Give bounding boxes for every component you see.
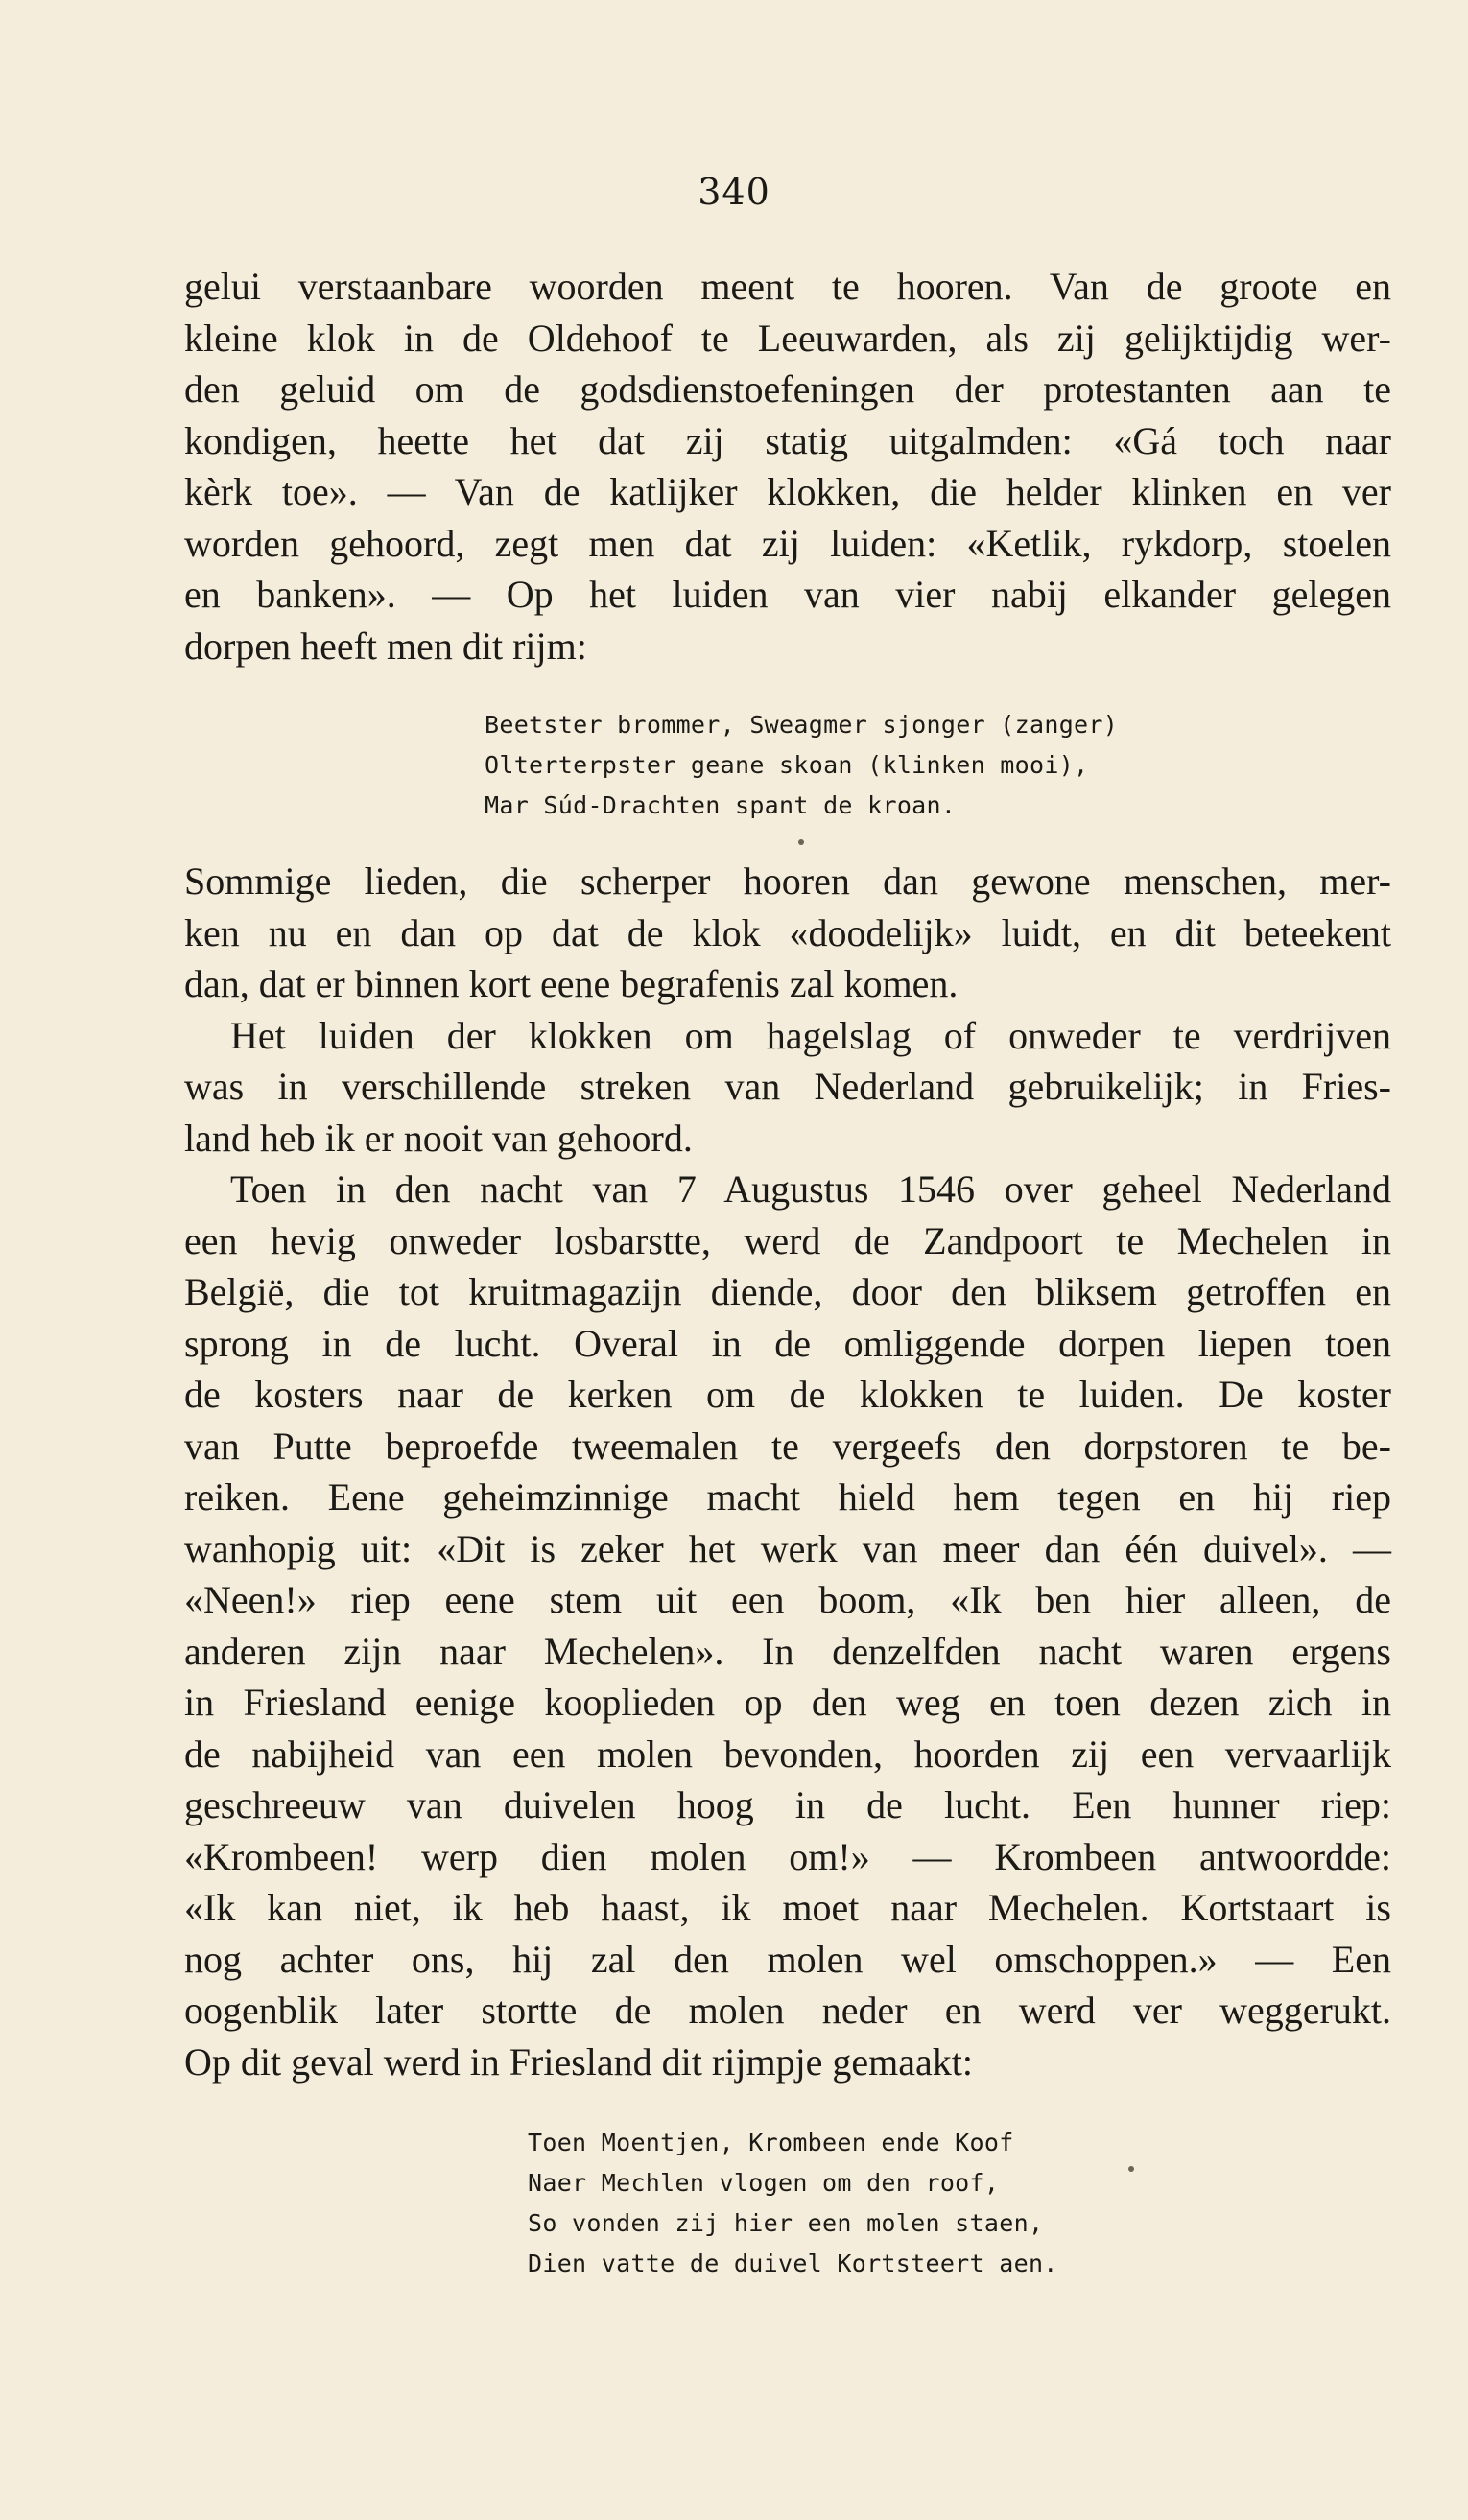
verse-line: Dien vatte de duivel Kortsteert aen. (528, 2249, 1058, 2277)
text-line: anderen zijn naar Mechelen». In denzelfden nacht waren ergens (184, 1629, 1391, 1673)
text-line: Toen in den nacht van 7 Augustus 1546 over geheel Nederland (230, 1167, 1391, 1211)
verse-drachten (485, 705, 1118, 826)
text-line: dan, dat er binnen kort eene begrafenis zal komen. (184, 962, 959, 1005)
verse-line: Olterterpster geane skoan (klinken mooi), (485, 751, 1089, 779)
text-line: kondigen, heette het dat zij statig uitgalmden: «Gá toch naar (184, 418, 1391, 462)
text-line: de kosters naar de kerken om de klokken te luiden. De koster (184, 1373, 1391, 1416)
paragraph-bells-thunder (184, 856, 1391, 2087)
text-line: reiken. Eene geheimzinnige macht hield hem tegen en hij riep (184, 1475, 1391, 1519)
text-line: Het luiden der klokken om hagelslag of onweder te verdrijven (230, 1013, 1391, 1057)
text-line: gelui verstaanbare woorden meent te hooren. Van de groote en (184, 265, 1391, 308)
text-line: België, die tot kruitmagazijn diende, door den bliksem getroffen en (184, 1270, 1391, 1313)
text-line: worden gehoord, zegt men dat zij luiden: «Ketlik, rykdorp, stoelen (184, 521, 1391, 565)
text-line: in Friesland eenige kooplieden op den weg en toen dezen zich in (184, 1681, 1391, 1724)
text-line: «Ik kan niet, ik heb haast, ik moet naar Mechelen. Kortstaart is (184, 1886, 1391, 1929)
verse-line: Naer Mechlen vlogen om den roof, (528, 2169, 1000, 2197)
page-number: 340 (698, 171, 770, 213)
verse-krombeen (528, 2123, 1058, 2284)
paragraph-bells-leeuwarden (184, 261, 1391, 671)
text-line: den geluid om de godsdienstoefeningen der protestanten aan te (184, 367, 1391, 411)
text-line: ken nu en dan op dat de klok «doodelijk» luidt, en dit beteekent (184, 910, 1391, 954)
text-line: nog achter ons, hij zal den molen wel omschoppen.» — Een (184, 1937, 1391, 1981)
text-line: de nabijheid van een molen bevonden, hoorden zij een vervaarlijk (184, 1731, 1391, 1776)
text-line: dorpen heeft men dit rijm: (184, 624, 587, 668)
text-line: wanhopig uit: «Dit is zeker het werk van meer dan één duivel». — (184, 1526, 1391, 1570)
text-line: was in verschillende streken van Nederland gebruikelijk; in Fries- (184, 1065, 1391, 1108)
text-line: sprong in de lucht. Overal in de omliggende dorpen liepen toen (184, 1321, 1391, 1365)
verse-line: Beetster brommer, Sweagmer sjonger (zanger) (485, 711, 1119, 739)
text-line: Op dit geval werd in Friesland dit rijmpje gemaakt: (184, 2039, 974, 2084)
print-speck (1128, 2166, 1134, 2172)
text-line: oogenblik later stortte de molen neder en werd ver weggerukt. (184, 1989, 1391, 2032)
text-line: een hevig onweder losbarstte, werd de Zandpoort te Mechelen in (184, 1218, 1391, 1262)
text-line: «Neen!» riep eene stem uit een boom, «Ik ben hier alleen, de (184, 1578, 1391, 1621)
print-speck (798, 839, 804, 845)
verse-line: So vonden zij hier een molen staen, (528, 2209, 1044, 2237)
text-line: kleine klok in de Oldehoof te Leeuwarden, als zij gelijktijdig wer- (184, 316, 1391, 360)
text-line: van Putte beproefde tweemalen te vergeefs den dorpstoren te be- (184, 1424, 1391, 1468)
verse-line: Toen Moentjen, Krombeen ende Koof (528, 2129, 1014, 2156)
text-line: en banken». — Op het luiden van vier nabij elkander gelegen (184, 573, 1391, 616)
text-line: land heb ik er nooit van gehoord. (184, 1116, 693, 1160)
text-line: Sommige lieden, die scherper hooren dan gewone menschen, mer- (184, 860, 1391, 903)
verse-line: Mar Súd-Drachten spant de kroan. (485, 791, 957, 819)
text-line: «Krombeen! werp dien molen om!» — Krombeen antwoordde: (184, 1834, 1391, 1878)
text-line: geschreeuw van duivelen hoog in de lucht. Een hunner riep: (184, 1783, 1391, 1826)
text-line: kèrk toe». — Van de katlijker klokken, die helder klinken en ver (184, 470, 1391, 513)
